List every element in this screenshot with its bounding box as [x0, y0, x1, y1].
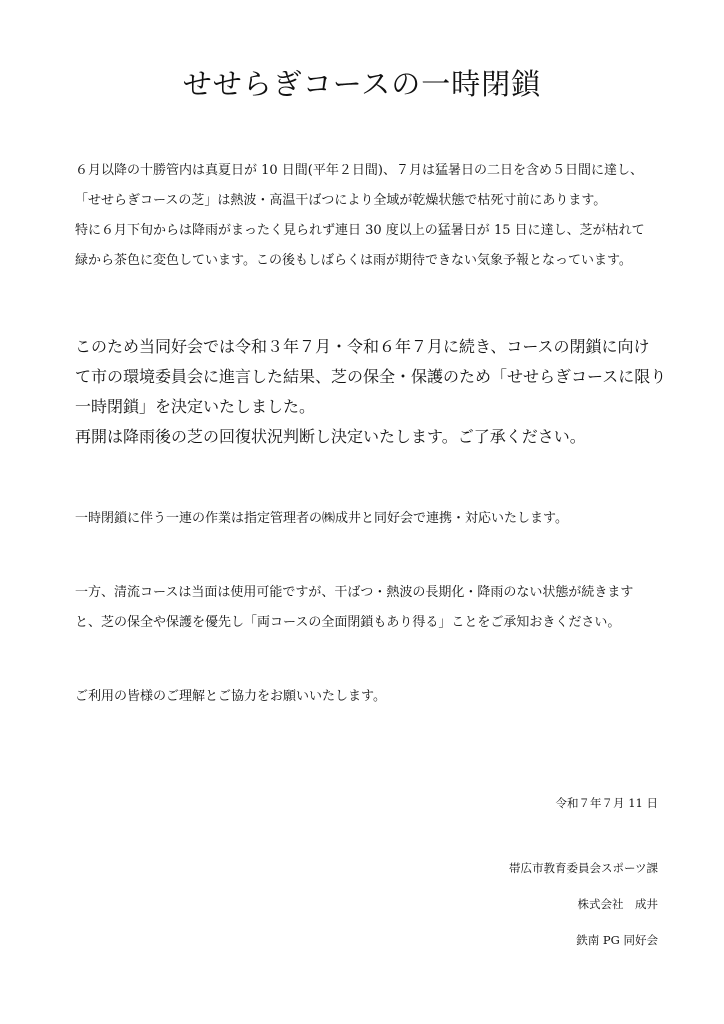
text-line: 一時閉鎖」を決定いたしました。: [75, 397, 316, 416]
text-line: て市の環境委員会に進言した結果、芝の保全・保護のため「せせらぎコースに限り: [75, 367, 667, 386]
text-line: 「せせらぎコースの芝」は熱波・高温干ばつにより全域が乾燥状態で枯死寸前にあります。: [75, 193, 607, 208]
paragraph-seiryu-course: [75, 578, 665, 638]
text-line: と、芝の保全や保護を優先し「両コースの全面閉鎖もあり得る」ことをご承知おきください。: [75, 615, 621, 630]
text-line: 再開は降雨後の芝の回復状況判断し決定いたします。ご了承ください。: [75, 427, 586, 446]
text-line: 一時閉鎖に伴う一連の作業は指定管理者の㈱成井と同好会で連携・対応いたします。: [75, 511, 568, 526]
text-line: ご利用の皆様のご理解とご協力をお願いいたします。: [75, 689, 386, 704]
page-title: せせらぎコースの一時閉鎖: [182, 67, 542, 101]
text-line: 一方、清流コースは当面は使用可能ですが、干ばつ・熱波の長期化・降雨のない状態が続きます: [75, 585, 634, 600]
signatory-pg-club: 鉄南 PG 同好会: [576, 933, 658, 947]
paragraph-closing-request: [75, 682, 665, 712]
signatory-board-of-education: 帯広市教育委員会スポーツ課: [508, 861, 658, 875]
paragraph-coordination: [75, 504, 665, 534]
text-line: 緑から茶色に変色しています。この後もしばらくは雨が期待できない気象予報となっています。: [75, 253, 632, 268]
issue-date: 令和７年７月 11 日: [555, 796, 658, 810]
text-line: このため当同好会では令和３年７月・令和６年７月に続き、コースの閉鎖に向け: [75, 337, 650, 356]
paragraph-drought-conditions: [75, 156, 665, 276]
text-line: 特に６月下旬からは降雨がまったく見られず連日 30 度以上の猛暑日が 15 日に達し、芝が枯れて: [75, 223, 645, 238]
signatory-narui-company: 株式会社 成井: [577, 897, 658, 911]
text-line: ６月以降の十勝管内は真夏日が 10 日間(平年２日間)、７月は猛暑日の二日を含め５日間に達し、: [75, 163, 643, 178]
paragraph-closure-decision: [75, 332, 665, 452]
